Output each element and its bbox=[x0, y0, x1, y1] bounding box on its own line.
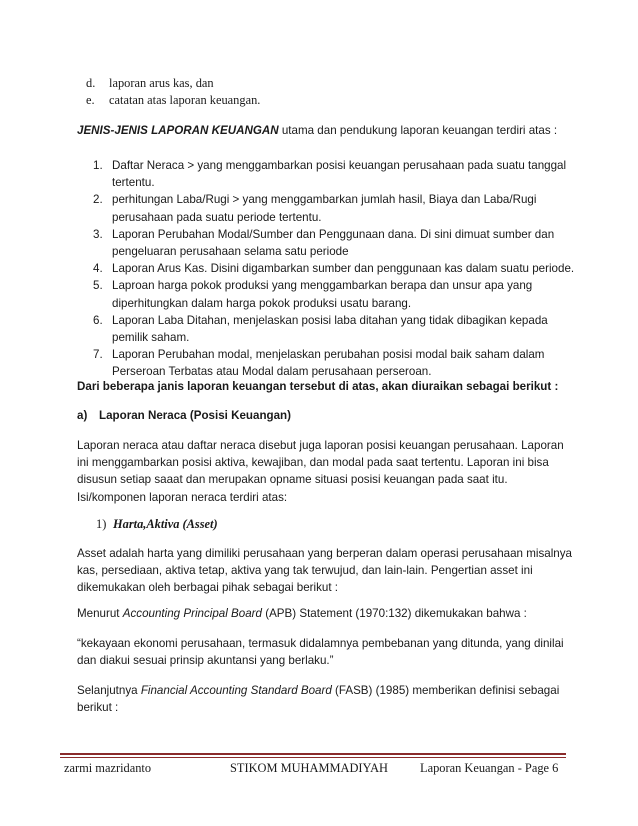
list-number: 7. bbox=[93, 348, 103, 362]
list-line: Laporan Laba Ditahan, menjelaskan posisi laba ditahan yang tidak dibagikan kepada bbox=[112, 313, 548, 327]
text-run: (FASB) (1985) memberikan definisi sebagai bbox=[331, 684, 560, 697]
asset-paragraph bbox=[77, 545, 589, 597]
list-item bbox=[77, 346, 587, 380]
paragraph-line: Laporan neraca atau daftar neraca disebut juga laporan posisi keuangan perusahaan. Laporan bbox=[77, 439, 564, 452]
paragraph-line: dikemukakan oleh berbagai pihak sebagai berikut : bbox=[77, 581, 339, 595]
list-line: pengeluaran perusahaan selama satu periode bbox=[112, 245, 349, 259]
paragraph-line: “kekayaan ekonomi perusahaan, termasuk didalamnya pembebanan yang ditunda, yang dinilai bbox=[77, 637, 564, 650]
paragraph-line bbox=[77, 682, 589, 699]
subsection-1-heading bbox=[96, 516, 218, 533]
paragraph-line: dan diakui sesuai prinsip akuntansi yang berlaku.” bbox=[77, 654, 334, 668]
subsection-title: Harta,Aktiva (Asset) bbox=[113, 517, 218, 531]
apb-paragraph bbox=[77, 605, 589, 622]
list-line: Laporan Arus Kas. Disini digambarkan sumber dan penggunaan kas dalam suatu periode. bbox=[112, 262, 575, 276]
list-number: 5. bbox=[93, 279, 103, 293]
list-item bbox=[77, 226, 587, 260]
list-item bbox=[77, 312, 587, 346]
list-line: Perseroan Terbatas atau Modal dalam perusahaan perseroan. bbox=[112, 365, 432, 379]
list-line: diperhitungkan dalam harga pokok produksi usatu barang. bbox=[112, 296, 412, 310]
list-item-e bbox=[86, 92, 260, 109]
section-title: Laporan Neraca (Posisi Keuangan) bbox=[99, 409, 291, 422]
list-item-label: d. bbox=[86, 76, 96, 90]
footer-page-number: Laporan Keuangan - Page 6 bbox=[420, 761, 559, 775]
section-mark: a) bbox=[77, 409, 88, 422]
fasb-name: Financial Accounting Standard Board bbox=[140, 684, 332, 697]
fasb-paragraph bbox=[77, 682, 589, 716]
paragraph-line: ini menggambarkan posisi aktiva, kewajiban, dan modal pada saat tertentu. Laporan ini bisa bbox=[77, 456, 549, 470]
list-item bbox=[77, 191, 587, 225]
list-number: 6. bbox=[93, 313, 103, 327]
list-item-text: laporan arus kas, dan bbox=[109, 76, 214, 90]
footer-institution: STIKOM MUHAMMADIYAH bbox=[230, 761, 388, 775]
list-item bbox=[77, 157, 587, 191]
list-item-label: e. bbox=[86, 93, 95, 107]
footer-author: zarmi mazridanto bbox=[64, 761, 152, 775]
list-line: tertentu. bbox=[112, 176, 155, 190]
subsection-number: 1) bbox=[96, 517, 107, 531]
list-number: 3. bbox=[93, 227, 103, 241]
footer-rule-thick bbox=[60, 753, 566, 755]
footer-rule-thin bbox=[60, 757, 566, 758]
report-types-list bbox=[77, 157, 587, 381]
paragraph-line: berikut : bbox=[77, 701, 119, 715]
paragraph-line: kas, persediaan, aktiva tetap, aktiva yang tak terwujud, dan lain-lain. Pengertian asset ini bbox=[77, 564, 533, 578]
list-item bbox=[77, 260, 587, 277]
text-run: (APB) Statement (1970:132) dikemukakan bahwa : bbox=[261, 607, 527, 620]
list-number: 2. bbox=[93, 193, 103, 207]
intro-paragraph bbox=[77, 122, 597, 139]
paragraph-line: Isi/komponen laporan neraca terdiri atas: bbox=[77, 490, 288, 504]
summary-heading: Dari beberapa janis laporan keuangan tersebut di atas, akan diuraikan sebagai berikut : bbox=[77, 380, 559, 393]
quote-paragraph bbox=[77, 635, 589, 669]
neraca-paragraph bbox=[77, 437, 589, 506]
list-item bbox=[77, 277, 587, 311]
list-line: perhitungan Laba/Rugi > yang menggambarkan jumlah hasil, Biaya dan Laba/Rugi bbox=[112, 193, 537, 207]
list-line: Daftar Neraca > yang menggambarkan posisi keuangan perusahaan pada suatu tanggal bbox=[112, 159, 567, 172]
list-number: 4. bbox=[93, 262, 103, 276]
intro-text: utama dan pendukung laporan keuangan terdiri atas : bbox=[278, 124, 558, 137]
apb-name: Accounting Principal Board bbox=[122, 607, 262, 620]
list-line: Laproan harga pokok produksi yang menggambarkan berapa dan unsur apa yang bbox=[112, 279, 533, 293]
list-line: pemilik saham. bbox=[112, 331, 190, 345]
list-number: 1. bbox=[93, 159, 103, 172]
list-item-d bbox=[86, 75, 214, 92]
list-line: Laporan Perubahan Modal/Sumber dan Penggunaan dana. Di sini dimuat sumber dan bbox=[112, 227, 555, 241]
section-a-heading bbox=[77, 407, 589, 424]
text-run: Menurut bbox=[77, 607, 123, 620]
intro-emphasis: JENIS-JENIS LAPORAN KEUANGAN bbox=[77, 124, 279, 137]
list-line: perusahaan pada suatu periode tertentu. bbox=[112, 210, 322, 224]
paragraph-line: Asset adalah harta yang dimiliki perusahaan yang berperan dalam operasi perusahaan misalnya bbox=[77, 547, 572, 560]
list-line: Laporan Perubahan modal, menjelaskan perubahan posisi modal baik saham dalam bbox=[112, 348, 545, 362]
list-item-text: catatan atas laporan keuangan. bbox=[109, 93, 261, 107]
text-run: Selanjutnya bbox=[77, 684, 141, 697]
paragraph-line: disusun setiap saaat dan merupakan opname situasi posisi keuangan pada saat itu. bbox=[77, 473, 508, 487]
